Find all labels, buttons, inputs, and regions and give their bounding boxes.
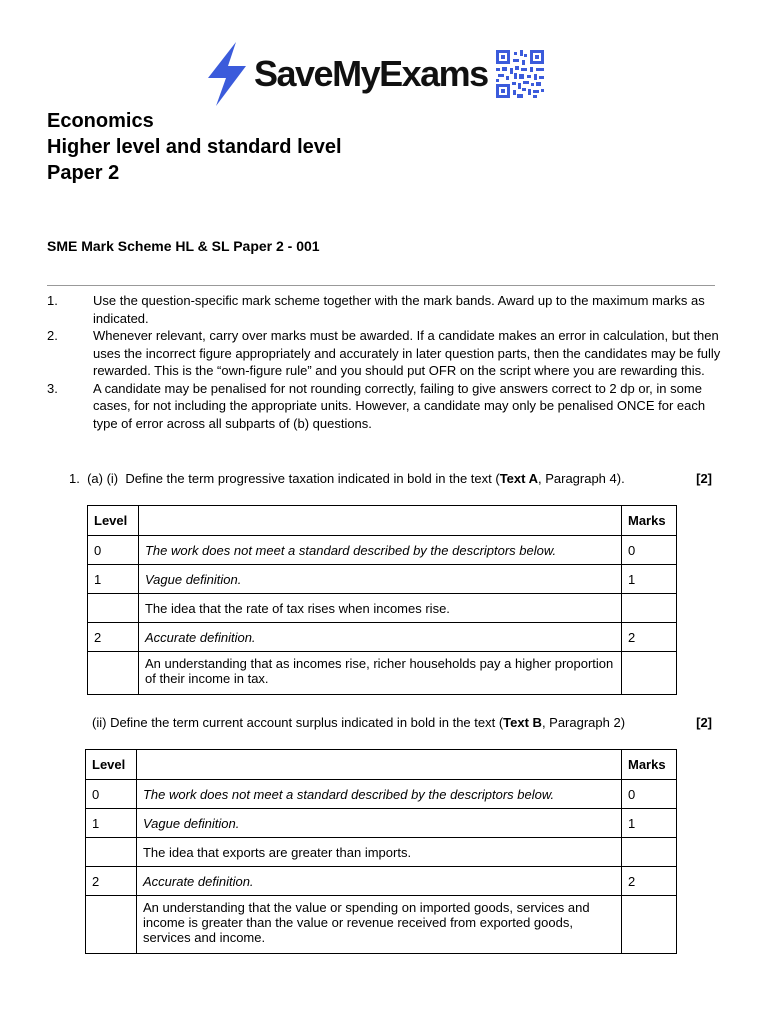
level-cell: 2 <box>88 623 139 652</box>
descriptor-header <box>136 750 621 780</box>
instruction-number: 3. <box>47 380 58 396</box>
instruction-text: A candidate may be penalised for not rounding correctly, failing to give answers correct to 2 dp or, in some cases, for not including the appropriate units. However, a candidate may only be penalised ONCE for each type of error across all subparts of (b) questions. <box>93 380 706 431</box>
marks-header: Marks <box>622 506 677 536</box>
marks-cell: 0 <box>622 536 677 565</box>
instruction-item <box>47 292 727 327</box>
level-cell <box>88 594 139 623</box>
level-cell: 1 <box>88 565 139 594</box>
table-row <box>86 896 677 954</box>
question-source: Text A <box>499 471 538 486</box>
table-row <box>88 565 677 594</box>
instruction-text: Use the question-specific mark scheme together with the mark bands. Award up to the maximum marks as indicated. <box>93 293 705 326</box>
question-1a-ii <box>92 714 714 731</box>
divider <box>47 285 715 286</box>
marks-cell: 1 <box>622 565 677 594</box>
table-row <box>86 809 677 838</box>
instruction-item <box>47 380 727 433</box>
descriptor-cell: Vague definition. <box>136 809 621 838</box>
instruction-item <box>47 327 727 380</box>
instruction-number: 2. <box>47 328 58 343</box>
table-row <box>88 623 677 652</box>
marks-header: Marks <box>622 750 677 780</box>
subject-title: Economics <box>47 110 154 132</box>
marks-cell: 0 <box>622 780 677 809</box>
level-cell: 2 <box>86 867 137 896</box>
descriptor-cell: The idea that the rate of tax rises when incomes rise. <box>138 594 621 623</box>
table-row <box>86 780 677 809</box>
mark-scheme-table-1 <box>87 505 677 695</box>
level-cell <box>86 896 137 954</box>
descriptor-cell: Accurate definition. <box>136 867 621 896</box>
marks-cell <box>622 896 677 954</box>
brand-name: SaveMyExams <box>254 53 488 94</box>
qr-code-icon <box>496 50 544 98</box>
level-cell <box>88 652 139 695</box>
table-row <box>86 838 677 867</box>
level-header: Level <box>88 506 139 536</box>
document-title-block <box>47 108 342 186</box>
question-marks: [2] <box>696 715 712 730</box>
lightning-bolt-icon <box>206 42 248 106</box>
descriptor-cell: The idea that exports are greater than imports. <box>136 838 621 867</box>
level-cell: 1 <box>86 809 137 838</box>
question-1a-i <box>69 470 714 487</box>
marks-cell <box>622 594 677 623</box>
level-header: Level <box>86 750 137 780</box>
level-cell: 0 <box>88 536 139 565</box>
question-text: Define the term progressive taxation indicated in bold in the text ( <box>125 471 500 486</box>
question-part: (a) (i) <box>87 471 119 486</box>
marks-cell: 1 <box>622 809 677 838</box>
instruction-text: Whenever relevant, carry over marks must be awarded. If a candidate makes an error in calculation, but then uses the incorrect figure appropriately and accurately in later question parts, then the candidates may be fully rewarded. This is the “own-figure rule” and you should put OFR on the script where you are rewarding this. <box>93 328 721 378</box>
descriptor-cell: An understanding that as incomes rise, richer households pay a higher proportion of their income in tax. <box>138 652 621 695</box>
descriptor-cell: The work does not meet a standard described by the descriptors below. <box>136 780 621 809</box>
descriptor-cell: Accurate definition. <box>138 623 621 652</box>
table-header-row <box>86 750 677 780</box>
table-row <box>88 594 677 623</box>
level-cell: 0 <box>86 780 137 809</box>
table-row <box>88 536 677 565</box>
descriptor-header <box>138 506 621 536</box>
mark-scheme-title: SME Mark Scheme HL & SL Paper 2 - 001 <box>47 238 320 254</box>
table-row <box>88 652 677 695</box>
question-text-end: , Paragraph 2) <box>541 715 626 730</box>
question-source: Text B <box>503 715 542 730</box>
question-text-end: , Paragraph 4). <box>537 471 625 486</box>
instructions-list <box>47 292 727 432</box>
question-part: (ii) <box>92 715 107 730</box>
instruction-number: 1. <box>47 293 58 308</box>
marks-cell: 2 <box>622 867 677 896</box>
table-header-row <box>88 506 677 536</box>
marks-cell <box>622 838 677 867</box>
mark-scheme-table-2 <box>85 749 677 954</box>
level-title: Higher level and standard level <box>47 136 342 158</box>
question-number: 1. <box>69 471 80 486</box>
marks-cell: 2 <box>622 623 677 652</box>
table-row <box>86 867 677 896</box>
descriptor-cell: An understanding that the value or spending on imported goods, services and income is greater than the value or revenue received from exported goods, services and income. <box>136 896 621 954</box>
question-marks: [2] <box>696 471 712 486</box>
brand-logo <box>206 42 544 106</box>
paper-title: Paper 2 <box>47 162 120 184</box>
descriptor-cell: The work does not meet a standard described by the descriptors below. <box>138 536 621 565</box>
question-text: Define the term current account surplus indicated in bold in the text ( <box>110 715 504 730</box>
descriptor-cell: Vague definition. <box>138 565 621 594</box>
level-cell <box>86 838 137 867</box>
marks-cell <box>622 652 677 695</box>
